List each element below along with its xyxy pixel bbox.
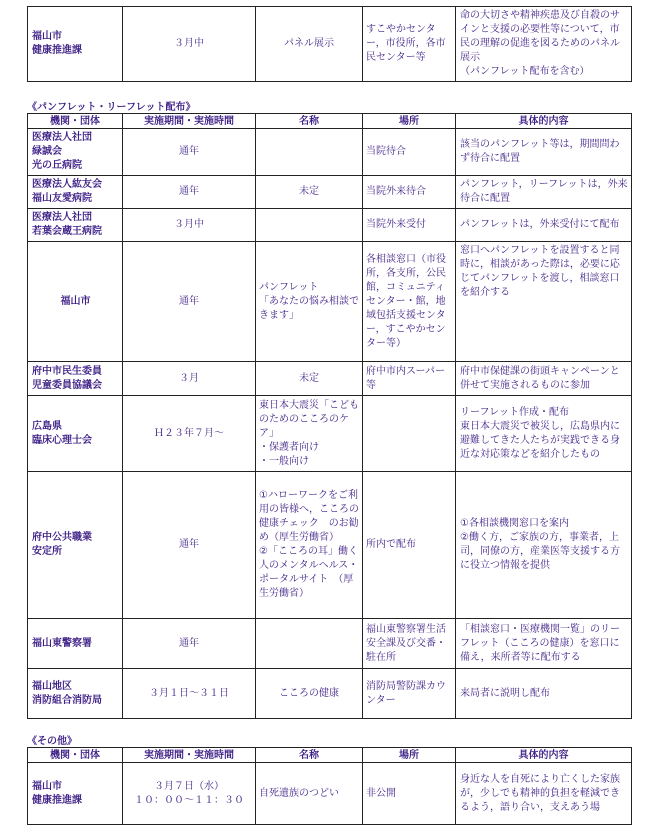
table-row [28,7,632,82]
org-cell: 福山市 健康推進課 [28,763,123,825]
period-cell: 通年 [123,242,256,362]
table-row [28,209,632,242]
name-cell [256,129,363,176]
period-cell: ３月７日（水） １０：００～１１：３０ [123,763,256,825]
content-cell: 「相談窓口・医療機関一覧」のリーフレット（こころの健康）を窓口に備え，来所者等に配布する [456,619,632,669]
table-header-row [28,114,632,129]
table-row [28,472,632,619]
header-period: 実施期間・実施時間 [123,114,256,129]
place-cell [363,396,456,472]
org-cell: 広島県 臨床心理士会 [28,396,123,472]
name-cell: ①ハローワークをご利用の皆様へ，こころの健康チェック のお勧め（厚生労働省） ②「こころの耳」働く人のメンタルヘルス・ポータルサイト （厚生労働省） [256,472,363,619]
content-cell: 該当のパンフレット等は，期間問わず待合に配置 [456,129,632,176]
content-cell: 窓口へパンフレットを設置すると同時に，相談があった際は，必要に応じてパンフレットを渡し，相談窓口を紹介する [456,242,632,362]
period-cell: ３月中 [123,209,256,242]
content-cell: 来局者に説明し配布 [456,669,632,719]
table-row [28,619,632,669]
name-cell: こころの健康 [256,669,363,719]
content-cell: 身近な人を自死により亡くした家族が，少しでも精神的負担を軽減できるよう，語り合い，支えあう場 [456,763,632,825]
content-cell: リーフレット作成・配布 東日本大震災で被災し，広島県内に避難してきた人たちが実践できる身近な対応策などを紹介したもの [456,396,632,472]
header-org: 機関・団体 [28,114,123,129]
place-cell: 各相談窓口（市役所，各支所，公民館，コミュニティセンター・館，地域包括支援センター，すこやかセンター等） [363,242,456,362]
content-cell: ①各相談機関窓口を案内 ②働く方，ご家族の方，事業者，上司，同僚の方，産業医等支援する方に役立つ情報を提供 [456,472,632,619]
content-cell: パンフレット，リーフレットは，外来待合に配置 [456,176,632,209]
place-cell: 福山東警察署生活安全課及び交番・駐在所 [363,619,456,669]
period-cell: ３月１日～３１日 [123,669,256,719]
period-cell: 通年 [123,472,256,619]
org-cell: 福山地区 消防組合消防局 [28,669,123,719]
period-cell: Ｈ２３年７月～ [123,396,256,472]
place-cell: 当院待合 [363,129,456,176]
section-title-other: 《その他》 [27,736,77,747]
org-cell: 福山市 健康推進課 [28,7,123,82]
org-cell: 医療法人紘友会 福山友愛病院 [28,176,123,209]
other-table [27,747,632,825]
header-org: 機関・団体 [28,748,123,763]
period-cell: 通年 [123,619,256,669]
table-row [28,669,632,719]
table-row [28,129,632,176]
org-cell: 福山東警察署 [28,619,123,669]
period-cell: ３月 [123,362,256,396]
table-row [28,362,632,396]
header-content: 具体的内容 [456,114,632,129]
table-header-row [28,748,632,763]
place-cell: 所内で配布 [363,472,456,619]
table-row [28,763,632,825]
name-cell [256,209,363,242]
table-row [28,242,632,362]
period-cell: ３月中 [123,7,256,82]
content-cell: 府中市保健課の街頭キャンペーンと併せて実施されるものに参加 [456,362,632,396]
place-cell: 非公開 [363,763,456,825]
org-cell: 医療法人社団 緑誠会 光の丘病院 [28,129,123,176]
header-name: 名称 [256,748,363,763]
name-cell: パネル展示 [256,7,363,82]
org-cell: 福山市 [28,242,123,362]
period-cell: 通年 [123,176,256,209]
name-cell: パンフレット 「あなたの悩み相談できます」 [256,242,363,362]
name-cell: 未定 [256,362,363,396]
name-cell: 自死遺族のつどい [256,763,363,825]
place-cell: すこやかセンター，市役所，各市民センター等 [363,7,456,82]
place-cell: 消防局警防課カウンター [363,669,456,719]
top-table [27,6,632,82]
header-content: 具体的内容 [456,748,632,763]
header-name: 名称 [256,114,363,129]
period-cell: 通年 [123,129,256,176]
place-cell: 当院外来待合 [363,176,456,209]
pamphlet-table [27,113,632,719]
table-row [28,396,632,472]
header-period: 実施期間・実施時間 [123,748,256,763]
org-cell: 医療法人社団 若葉会蔵王病院 [28,209,123,242]
place-cell: 当院外来受付 [363,209,456,242]
name-cell [256,619,363,669]
place-cell: 府中市内スーパー等 [363,362,456,396]
org-cell: 府中公共職業 安定所 [28,472,123,619]
section-title-pamphlets: 《パンフレット・リーフレット配布》 [27,102,196,113]
name-cell: 東日本大震災「こどものためのこころのケア」 ・保護者向け ・一般向け [256,396,363,472]
org-cell: 府中市民生委員 児童委員協議会 [28,362,123,396]
header-place: 場所 [363,748,456,763]
table-row [28,176,632,209]
content-cell: パンフレットは，外来受付にて配布 [456,209,632,242]
content-cell: 命の大切さや精神疾患及び自殺のサインと支援の必要性等について，市民の理解の促進を図るためのパネル展示 （パンフレット配布を含む） [456,7,632,82]
header-place: 場所 [363,114,456,129]
name-cell: 未定 [256,176,363,209]
